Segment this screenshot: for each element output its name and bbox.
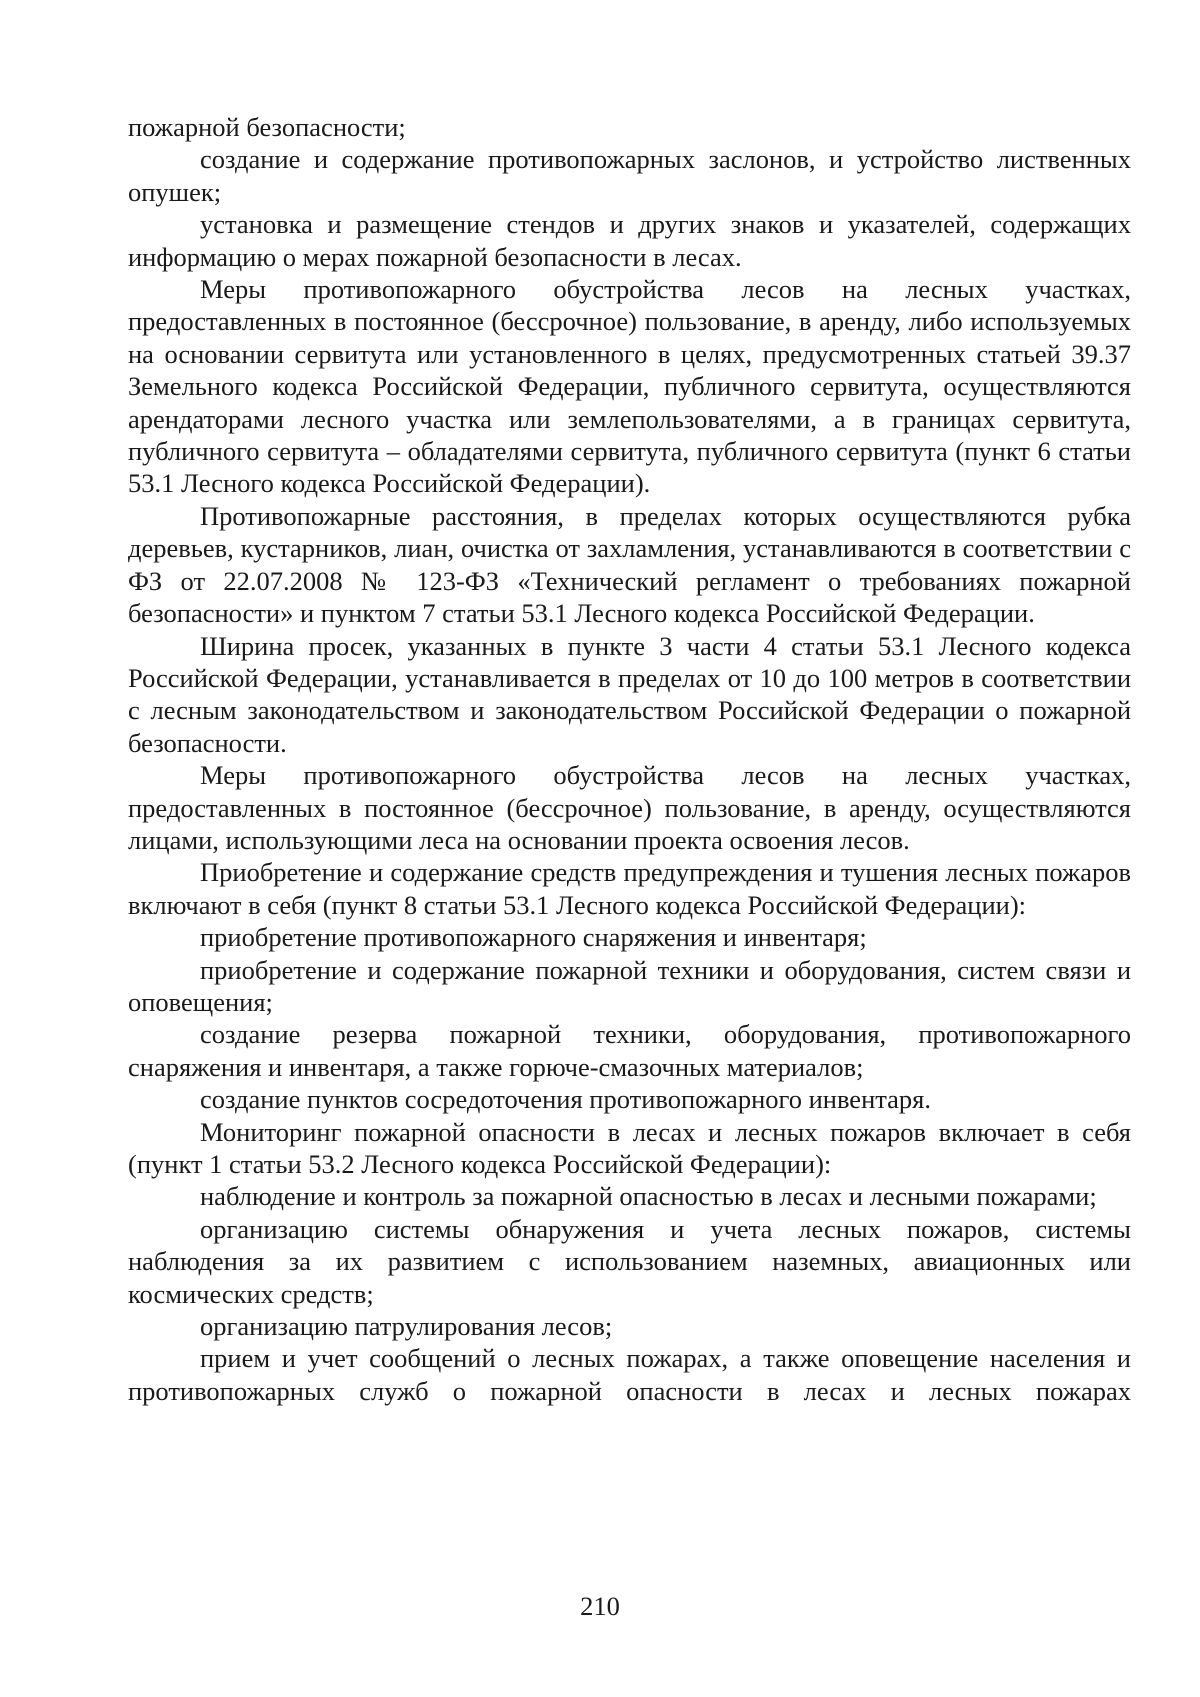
paragraph-continuation: пожарной безопасности; (128, 112, 406, 142)
paragraph: Приобретение и содержание средств предупреждения и тушения лесных пожаров включают в себя (пункт 8 статьи 53.1 Лесного кодекса Российской Федерации): (128, 857, 1131, 920)
paragraph: Ширина просек, указанных в пункте 3 части 4 статьи 53.1 Лесного кодекса Российской Федерации, устанавливается в пределах от 10 до 100 метров в соответствии с лесным законодательством и законодательством Российской Федерации о пожарной безопасности. (128, 630, 1131, 758)
paragraph: приобретение противопожарного снаряжения и инвентаря; (200, 922, 867, 953)
paragraph: организацию патрулирования лесов; (200, 1311, 613, 1342)
paragraph: наблюдение и контроль за пожарной опасностью в лесах и лесными пожарами; (200, 1181, 1097, 1212)
paragraph: создание пунктов сосредоточения противопожарного инвентаря. (200, 1084, 931, 1115)
paragraph: создание и содержание противопожарных заслонов, и устройство лиственных опушек; (128, 144, 1131, 207)
page-number: 210 (580, 1591, 620, 1621)
paragraph: Меры противопожарного обустройства лесов на лесных участках, предоставленных в постоянное (бессрочное) пользование, в аренду, осуществляются лицами, использующими леса на основании проекта освоения лесов. (128, 760, 1131, 855)
paragraph: Мониторинг пожарной опасности в лесах и лесных пожаров включает в себя (пункт 1 статьи 53.2 Лесного кодекса Российской Федерации): (128, 1116, 1131, 1179)
paragraph: организацию системы обнаружения и учета лесных пожаров, системы наблюдения за их развитием с использованием наземных, авиационных или космических средств; (128, 1213, 1131, 1309)
document-body (128, 111, 1131, 1407)
paragraph: Меры противопожарного обустройства лесов на лесных участках, предоставленных в постоянное (бессрочное) пользование, в аренду, либо используемых на основании сервитута или установленного в целях, предусмотренных статьей 39.37 Земельного кодекса Российской Федерации, публичного сервитута, осуществляются арендаторами лесного участка или землепользователями, а в границах сервитута, публичного сервитута – обладателями сервитута, публичного сервитута (пункт 6 статьи 53.1 Лесного кодекса Российской Федерации). (128, 274, 1131, 499)
paragraph: создание резерва пожарной техники, оборудования, противопожарного снаряжения и инвентаря, а также горюче-смазочных материалов; (128, 1019, 1131, 1082)
paragraph: прием и учет сообщений о лесных пожарах, а также оповещение населения и противопожарных служб о пожарной опасности в лесах и лесных пожарах (128, 1343, 1131, 1406)
paragraph: установка и размещение стендов и других знаков и указателей, содержащих информацию о мерах пожарной безопасности в лесах. (128, 209, 1131, 272)
paragraph: Противопожарные расстояния, в пределах которых осуществляются рубка деревьев, кустарников, лиан, очистка от захламления, устанавливаются в соответствии с ФЗ от 22.07.2008 № 123-ФЗ «Технический регламент о требованиях пожарной безопасности» и пунктом 7 статьи 53.1 Лесного кодекса Российской Федерации. (128, 500, 1131, 629)
paragraph: приобретение и содержание пожарной техники и оборудования, систем связи и оповещения; (128, 954, 1131, 1017)
